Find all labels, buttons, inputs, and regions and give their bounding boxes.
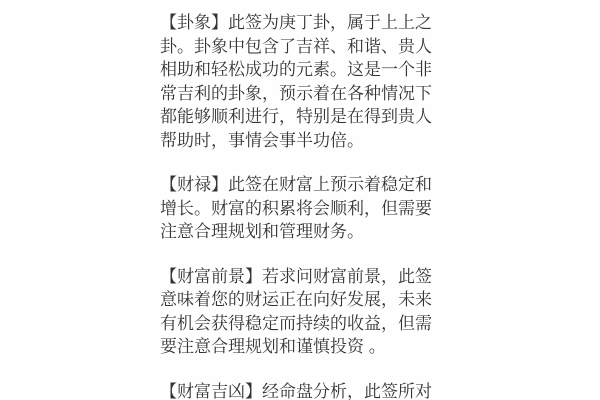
text-line: 增长。财富的积累将会顺利，但需要	[160, 198, 432, 218]
text-line: 意味着您的财运正在向好发展，未来	[160, 290, 432, 309]
text-line: 【财富前景】若求问财富前景，此签	[160, 266, 432, 286]
text-line: 【财禄】此签在财富上预示着稳定和	[160, 175, 432, 194]
fortune-text-column	[160, 11, 460, 400]
paragraph-cailu	[160, 173, 460, 244]
paragraph-guaxiang	[160, 11, 460, 152]
text-line: 有机会获得稳定而持续的收益，但需	[160, 313, 432, 333]
paragraph-caifu-qianjing	[160, 265, 460, 359]
text-line: 【卦象】此签为庚丁卦，属于上上之	[160, 13, 432, 32]
text-line: 【财富吉凶】经命盘分析，此签所对	[160, 381, 432, 400]
text-line: 注意合理规划和管理财务。	[160, 222, 364, 241]
text-line: 卦。卦象中包含了吉祥、和谐、贵人	[160, 36, 432, 56]
text-line: 常吉利的卦象，预示着在各种情况下	[160, 83, 432, 103]
text-line: 都能够顺利进行，特别是在得到贵人	[160, 107, 432, 126]
text-line: 帮助时，事情会事半功倍。	[160, 130, 364, 150]
text-line: 相助和轻松成功的元素。这是一个非	[160, 60, 432, 79]
paragraph-caifu-jixiong	[160, 380, 460, 400]
text-line: 要注意合理规划和谨慎投资 。	[160, 337, 386, 356]
